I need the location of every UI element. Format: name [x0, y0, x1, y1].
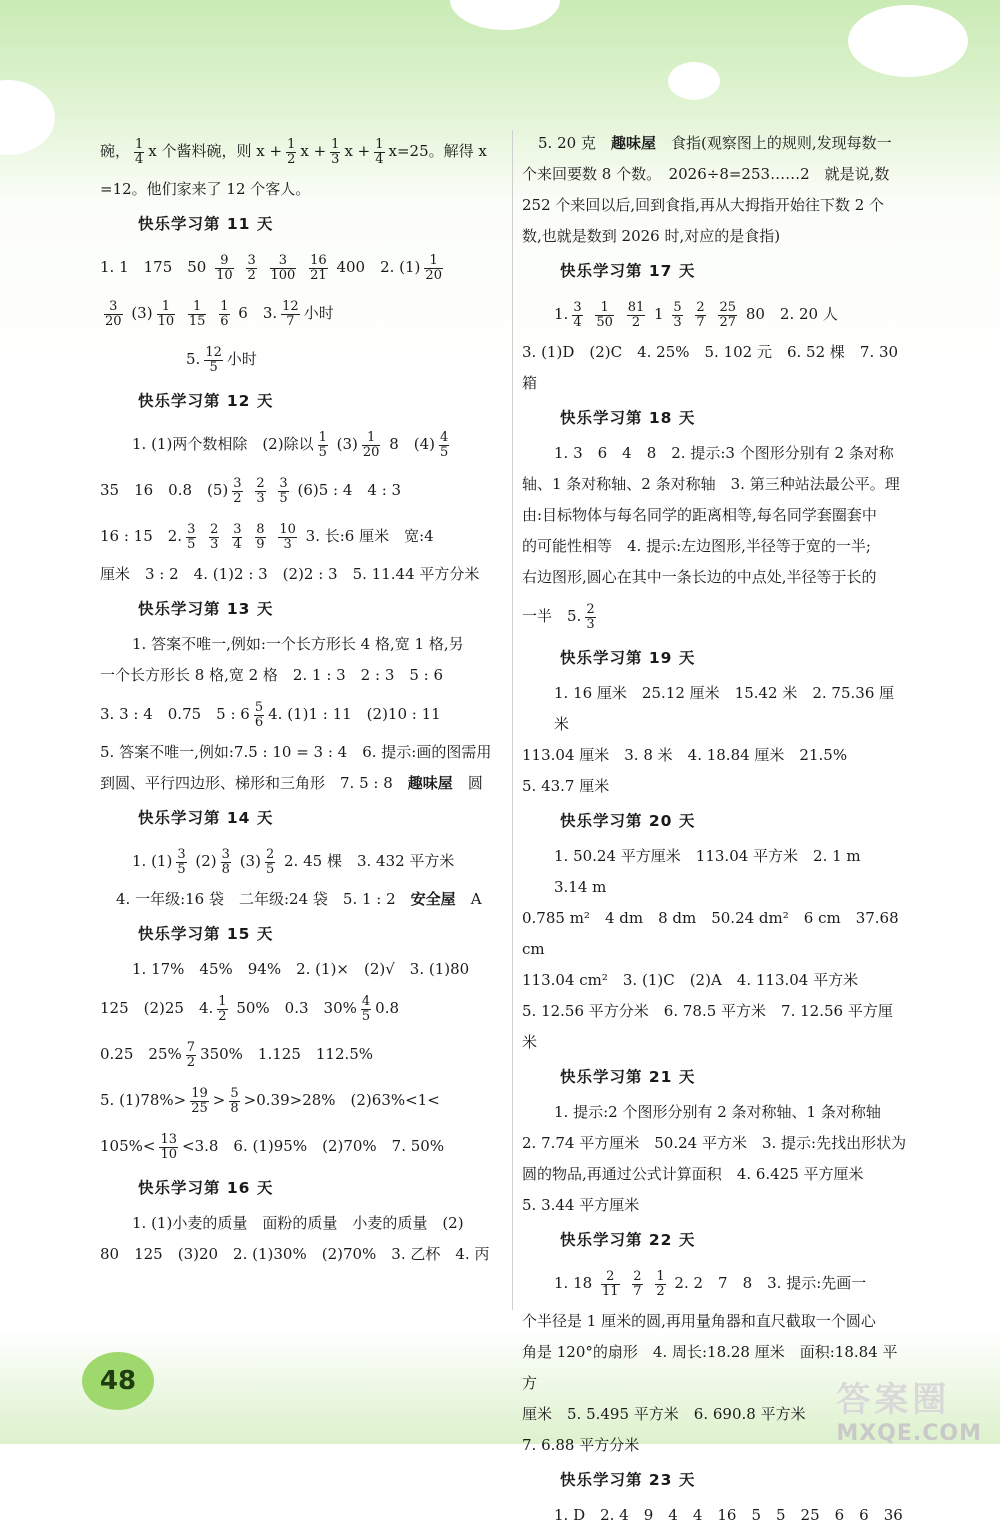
cloud-decoration: [848, 5, 968, 77]
section-title: 快乐学习第 12 天: [138, 392, 274, 410]
fraction: $\frac{2}{7}$: [696, 299, 705, 330]
answer-line: 1. 18 $\frac{2}{11}$ $\frac{2}{7}$ $\frac{1}{2}$ 2. 2 7 8 3. 提示:先画一: [554, 1268, 867, 1299]
answer-line: 厘米 5. 5.495 平方米 6. 690.8 平方米: [522, 1405, 806, 1423]
answer-line: 由:目标物体与每名同学的距离相等,每名同学套圈套中: [522, 506, 877, 524]
fraction: $\frac{2}{3}$: [586, 601, 595, 632]
answer-line: 1. $\frac{3}{4}$ $\frac{1}{50}$ $\frac{81}{2}$ 1 $\frac{5}{3}$ $\frac{2}{7}$ $\frac{25}{27}$ 80 2. 20 人: [554, 299, 838, 330]
fraction: $\frac{12}{7}$: [282, 298, 299, 329]
right-column: [522, 128, 907, 1531]
answer-line: 3. (1)D (2)C 4. 25% 5. 102 元 6. 52 棵 7. 30 箱: [522, 343, 899, 392]
fraction: $\frac{5}{8}$: [230, 1085, 239, 1116]
text: x=25。解得 x: [388, 142, 487, 160]
fraction: $\frac{2}{3}$: [210, 521, 219, 552]
fraction: $\frac{1}{20}$: [425, 252, 442, 283]
answer-line: 圆的物品,再通过公式计算面积 4. 6.425 平方厘米: [522, 1165, 864, 1183]
text: x 个酱料碗，则 x +: [148, 142, 283, 160]
answer-line: 1. 3 6 4 8 2. 提示:3 个图形分别有 2 条对称: [554, 444, 894, 462]
answer-line: 1. D 2. 4 9 4 4 16 5 5 25 6 6 36: [554, 1506, 903, 1524]
fraction: $\frac{1}{20}$: [362, 429, 380, 460]
answer-line: 个来回要数 8 个数。 2026÷8=253……2 就是说,数: [522, 165, 890, 183]
section-title: 快乐学习第 14 天: [138, 809, 274, 827]
answer-line: 2. 7.74 平方厘米 50.24 平方米 3. 提示:先找出形状为: [522, 1134, 907, 1152]
answer-line: 到圆、平行四边形、梯形和三角形 7. 5 : 8 趣味屋 圆: [100, 774, 483, 792]
fraction: $\frac{1}{50}$: [596, 299, 613, 330]
fraction: $\frac{16}{21}$: [310, 252, 327, 283]
answer-line: 0.25 25% $\frac{7}{2}$ 350% 1.125 112.5%: [100, 1039, 374, 1070]
fraction: $\frac{2}{11}$: [601, 1268, 619, 1299]
fraction: $\frac{12}{5}$: [205, 344, 222, 375]
answer-line: 5. (1)78%> $\frac{19}{25}$ > $\frac{5}{8}$ >0.39>28% (2)63%<1<: [100, 1085, 440, 1116]
answer-line: 252 个来回以后,回到食指,再从大拇指开始往下数 2 个: [522, 196, 885, 214]
intro-line: 碗， $\frac{1}{4}$ x 个酱料碗，则 x + $\frac{1}{2}$ x + $\frac{1}{3}$ x + $\frac{1}{4}$ x=25。解得 x: [100, 136, 487, 167]
fraction: $\frac{1}{2}$: [656, 1268, 665, 1299]
answer-line: 一个长方形长 8 格,宽 2 格 2. 1 : 3 2 : 3 5 : 6: [100, 666, 444, 684]
fraction: $\frac{5}{3}$: [673, 299, 682, 330]
fraction: $\frac{1}{4}$: [375, 136, 384, 167]
section-title: 快乐学习第 18 天: [560, 409, 696, 427]
fraction: $\frac{3}{5}$: [177, 846, 186, 877]
fraction: $\frac{9}{10}$: [216, 252, 233, 283]
section-title: 快乐学习第 17 天: [560, 262, 696, 280]
answer-line: 3. 3 : 4 0.75 5 : 6 $\frac{5}{6}$ 4. (1)1 : 11 (2)10 : 11: [100, 699, 441, 730]
answer-line: 16 : 15 2. $\frac{3}{5}$ $\frac{2}{3}$ $\frac{3}{4}$ $\frac{8}{9}$ $\frac{10}{3}$ 3. 长:6 厘米 宽:4: [100, 521, 434, 552]
answer-line: 1. 17% 45% 94% 2. (1)× (2)√ 3. (1)80: [132, 960, 470, 978]
answer-line: 轴、1 条对称轴、2 条对称轴 3. 第三种站法最公平。理: [522, 475, 900, 493]
fraction: $\frac{5}{6}$: [254, 699, 264, 730]
fraction: $\frac{1}{3}$: [331, 136, 340, 167]
fraction: $\frac{3}{4}$: [573, 299, 582, 330]
answer-line: 一半 5. $\frac{2}{3}$: [522, 601, 595, 632]
fraction: $\frac{1}{5}$: [318, 429, 327, 460]
answer-line: 5. $\frac{12}{5}$ 小时: [186, 344, 257, 375]
answer-line: 的可能性相等 4. 提示:左边图形,半径等于宽的一半;: [522, 537, 871, 555]
bonus-label: 趣味屋: [610, 134, 656, 152]
section-title: 快乐学习第 19 天: [560, 649, 696, 667]
answer-line: 113.04 cm² 3. (1)C (2)A 4. 113.04 平方米: [522, 971, 859, 989]
fraction: $\frac{10}{3}$: [279, 521, 296, 552]
fraction: $\frac{1}{10}$: [157, 298, 175, 329]
fraction: $\frac{2}{3}$: [256, 475, 265, 506]
section-title: 快乐学习第 16 天: [138, 1179, 274, 1197]
fraction: $\frac{1}{2}$: [218, 993, 227, 1024]
intro-line: =12。他们家来了 12 个客人。: [100, 180, 311, 198]
bonus-label: 趣味屋: [407, 774, 453, 792]
section-title: 快乐学习第 21 天: [560, 1068, 696, 1086]
answer-line: 1. 提示:2 个图形分别有 2 条对称轴、1 条对称轴: [554, 1103, 881, 1121]
section-title: 快乐学习第 20 天: [560, 812, 696, 830]
fraction: $\frac{3}{20}$: [105, 298, 122, 329]
fraction: $\frac{8}{9}$: [256, 521, 265, 552]
answer-line: 1. (1)小麦的质量 面粉的质量 小麦的质量 (2): [132, 1214, 464, 1232]
section-title: 快乐学习第 11 天: [138, 215, 274, 233]
answer-line: 0.785 m² 4 dm 8 dm 50.24 dm² 6 cm 37.68 cm: [522, 909, 899, 958]
fraction: $\frac{19}{25}$: [191, 1085, 208, 1116]
fraction: $\frac{13}{10}$: [160, 1131, 177, 1162]
answer-line: 105%< $\frac{13}{10}$ <3.8 6. (1)95% (2)70% 7. 50%: [100, 1131, 445, 1162]
fraction: $\frac{3}{5}$: [279, 475, 288, 506]
fraction: $\frac{1}{4}$: [135, 136, 144, 167]
answer-line: 5. 43.7 厘米: [522, 777, 610, 795]
answer-line: 厘米 3 : 2 4. (1)2 : 3 (2)2 : 3 5. 11.44 平方分米: [100, 565, 480, 583]
text: 碗，: [100, 142, 131, 160]
answer-line: 1. 50.24 平方厘米 113.04 平方米 2. 1 m 3.14 m: [554, 847, 876, 896]
answer-line: 35 16 0.8 (5) $\frac{3}{2}$ $\frac{2}{3}$ $\frac{3}{5}$ (6)5 : 4 4 : 3: [100, 475, 402, 506]
answer-line: 113.04 厘米 3. 8 米 4. 18.84 厘米 21.5%: [522, 746, 848, 764]
answer-line: $\frac{3}{20}$ (3) $\frac{1}{10}$ $\frac{1}{15}$ $\frac{1}{6}$ 6 3. $\frac{12}{7}$ 小时: [105, 298, 334, 329]
answer-line: 1. 16 厘米 25.12 厘米 15.42 米 2. 75.36 厘米: [554, 684, 895, 733]
fraction: $\frac{25}{27}$: [719, 299, 737, 330]
fraction: $\frac{3}{2}$: [247, 252, 256, 283]
answer-line: 5. 20 克 趣味屋 食指(观察图上的规则,发现每数一: [538, 134, 892, 152]
answer-line: 125 (2)25 4. $\frac{1}{2}$ 50% 0.3 30% $\frac{4}{5}$ 0.8: [100, 993, 400, 1024]
fraction: $\frac{3}{4}$: [233, 521, 242, 552]
fraction: $\frac{1}{6}$: [220, 298, 229, 329]
answer-line: 个半径是 1 厘米的圆,再用量角器和直尺截取一个圆心: [522, 1312, 876, 1330]
fraction: $\frac{4}{5}$: [361, 993, 371, 1024]
answer-line: 右边图形,圆心在其中一条长边的中点处,半径等于长的: [522, 568, 877, 586]
fraction: $\frac{81}{2}$: [627, 299, 645, 330]
cloud-decoration: [668, 62, 720, 100]
answer-line: 5. 3.44 平方厘米: [522, 1196, 640, 1214]
section-title: 快乐学习第 13 天: [138, 600, 274, 618]
answer-line: 1. (1) $\frac{3}{5}$ (2) $\frac{3}{8}$ (3) $\frac{2}{5}$ 2. 45 棵 3. 432 平方米: [132, 846, 455, 877]
fraction: $\frac{3}{8}$: [221, 846, 230, 877]
answer-line: 80 125 (3)20 2. (1)30% (2)70% 3. 乙杯 4. 丙: [100, 1245, 490, 1263]
fraction: $\frac{4}{5}$: [440, 429, 449, 460]
section-title: 快乐学习第 22 天: [560, 1231, 696, 1249]
fraction: $\frac{3}{100}$: [270, 252, 296, 283]
column-divider: [512, 130, 513, 1310]
watermark: 答案圈 MXQE.COM: [836, 1380, 982, 1446]
fraction: $\frac{3}{5}$: [187, 521, 196, 552]
answer-line: 7. 6.88 平方分米: [522, 1436, 640, 1454]
answer-line: 1. 1 175 50 $\frac{9}{10}$ $\frac{3}{2}$ $\frac{3}{100}$ $\frac{16}{21}$ 400 2. (1) $\frac{1}{20}$: [100, 252, 442, 283]
fraction: $\frac{1}{2}$: [287, 136, 296, 167]
answer-line: 角是 120°的扇形 4. 周长:18.28 厘米 面积:18.84 平方: [522, 1343, 898, 1392]
answer-line: 1. 答案不唯一,例如:一个长方形长 4 格,宽 1 格,另: [132, 635, 464, 653]
answer-line: 5. 答案不唯一,例如:7.5 : 10 = 3 : 4 6. 提示:画的图需用: [100, 743, 492, 761]
answer-line: 4. 一年级:16 袋 二年级:24 袋 5. 1 : 2 安全屋 A: [116, 890, 482, 908]
answer-line: 1. (1)两个数相除 (2)除以 $\frac{1}{5}$ (3) $\frac{1}{20}$ 8 (4) $\frac{4}{5}$: [132, 429, 449, 460]
fraction: $\frac{1}{15}$: [188, 298, 206, 329]
section-title: 快乐学习第 15 天: [138, 925, 274, 943]
section-title: 快乐学习第 23 天: [560, 1471, 696, 1489]
fraction: $\frac{2}{5}$: [265, 846, 275, 877]
bonus-label: 安全屋: [410, 890, 456, 908]
fraction: $\frac{7}{2}$: [186, 1039, 196, 1070]
page-number: 48: [82, 1352, 154, 1410]
left-column: [100, 128, 505, 1270]
fraction: $\frac{2}{7}$: [633, 1268, 642, 1299]
answer-line: 5. 12.56 平方分米 6. 78.5 平方米 7. 12.56 平方厘米: [522, 1002, 893, 1051]
answer-line: 数,也就是数到 2026 时,对应的是食指): [522, 227, 781, 245]
fraction: $\frac{3}{2}$: [233, 475, 242, 506]
